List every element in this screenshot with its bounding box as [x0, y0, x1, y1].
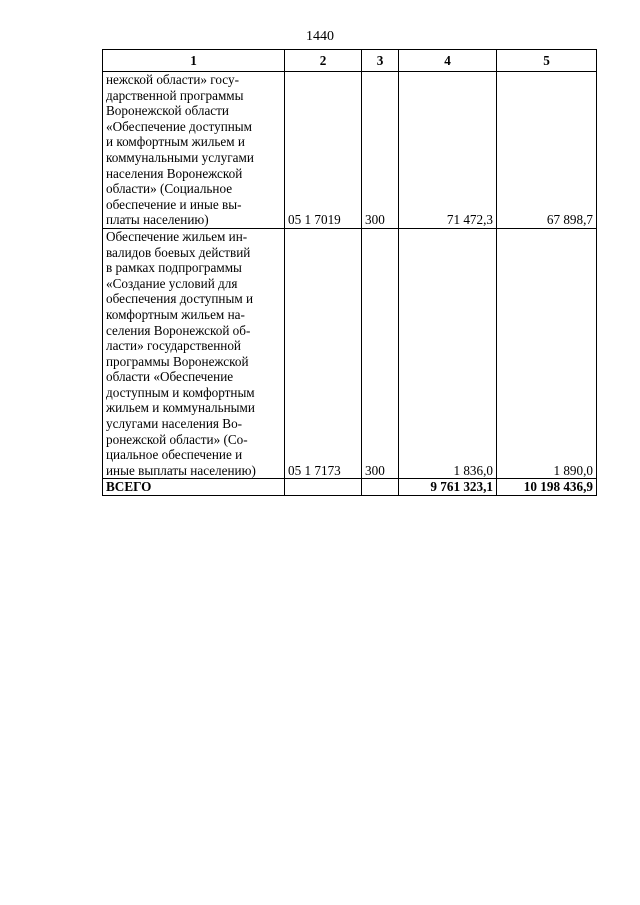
row-code: 05 1 7019 — [285, 72, 362, 229]
row-kvr: 300 — [362, 72, 399, 229]
row-value-4: 71 472,3 — [399, 72, 497, 229]
total-value-4: 9 761 323,1 — [399, 479, 497, 496]
row-value-4: 1 836,0 — [399, 228, 497, 479]
row-value-5: 1 890,0 — [497, 228, 597, 479]
total-row — [103, 479, 597, 496]
row-value-5: 67 898,7 — [497, 72, 597, 229]
budget-table — [102, 49, 597, 496]
table-row — [103, 72, 597, 229]
column-header-4: 4 — [399, 50, 497, 72]
total-label: ВСЕГО — [103, 479, 285, 496]
row-code: 05 1 7173 — [285, 228, 362, 479]
row-description: нежской области» госу- дарственной программы Воронежской области «Обеспечение доступным и комфортным жильем и коммунальными услугами населения Воронежской области» (Социальное обеспечение и иные вы- платы населению) — [103, 72, 285, 229]
total-empty-cell — [285, 479, 362, 496]
column-header-2: 2 — [285, 50, 362, 72]
row-description: Обеспечение жильем ин- валидов боевых действий в рамках подпрограммы «Создание условий для обеспечения доступным и комфортным жильем на- селения Воронежской об- ласти» государственной программы Воронежской области «Обеспечение доступным и комфортным жильем и коммунальными услугами населения Во- ронежской области» (Со- циальное обеспечение и иные выплаты населению) — [103, 228, 285, 479]
total-value-5: 10 198 436,9 — [497, 479, 597, 496]
page-number: 1440 — [306, 29, 334, 44]
column-header-5: 5 — [497, 50, 597, 72]
column-header-3: 3 — [362, 50, 399, 72]
table-row — [103, 228, 597, 479]
column-header-1: 1 — [103, 50, 285, 72]
total-empty-cell — [362, 479, 399, 496]
row-kvr: 300 — [362, 228, 399, 479]
table-header-row — [103, 50, 597, 72]
